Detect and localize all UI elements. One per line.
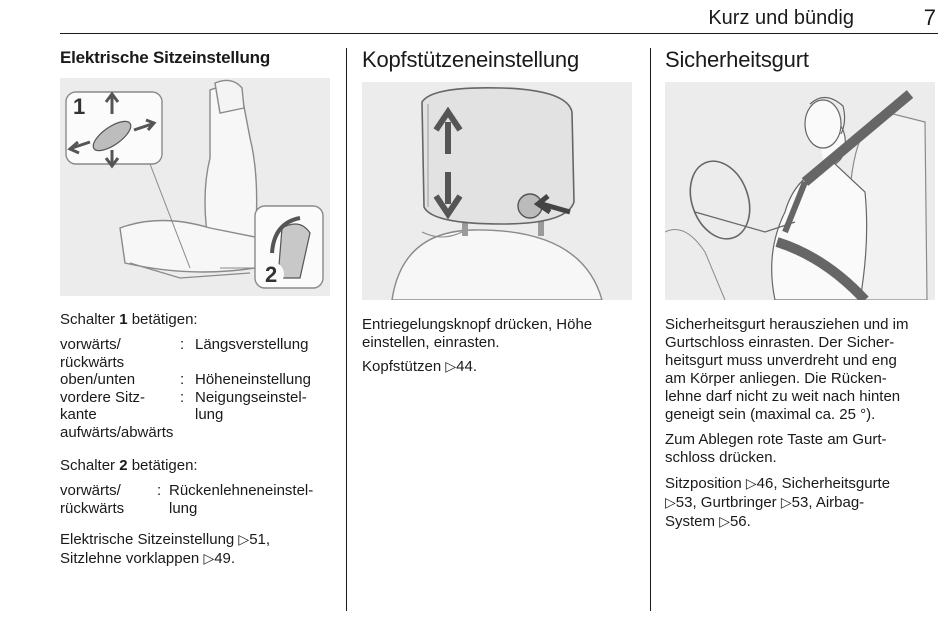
desc-height-adjust: Höheneinstellung <box>195 371 311 388</box>
page-ref-icon: ▷ <box>445 358 457 374</box>
switch-1-intro: Schalter 1 betätigen: <box>60 311 198 328</box>
seat-belt-illustration <box>665 82 935 300</box>
headrest-instructions: Entriegelungsknopf drücken, Höhe einstellen, einrasten. <box>362 316 593 351</box>
separator: : <box>180 336 185 353</box>
separator: : <box>157 482 162 499</box>
running-header-title: Kurz und bündig <box>708 7 854 29</box>
switch-1-number: 1 <box>119 311 128 328</box>
separator: : <box>180 388 185 406</box>
ref-belt-presenter[interactable]: , Gurtbringer ▷53 <box>692 494 809 511</box>
page-ref-icon: ▷ <box>780 494 792 510</box>
page-ref-icon: ▷ <box>203 550 215 566</box>
page-ref-icon: ▷ <box>665 494 676 510</box>
col1-references <box>60 530 270 568</box>
term-forward-backward: vorwärts/ rückwärts <box>60 482 125 517</box>
seat-drawing <box>60 78 330 296</box>
seat-illustration <box>60 78 330 296</box>
column-divider-2 <box>650 48 651 611</box>
separator: : <box>180 371 185 388</box>
header-divider <box>60 33 938 34</box>
term-front-edge: vordere Sitz- kante aufwärts/abwärts <box>60 388 174 441</box>
callout-2: 2 <box>265 262 278 287</box>
ref-airbag-system[interactable]: System ▷56. <box>665 513 751 530</box>
seat-belt-drawing <box>665 82 935 300</box>
switch-1-table <box>60 336 355 441</box>
switch-2-intro: Schalter 2 betätigen: <box>60 457 198 474</box>
ref-seat-belts[interactable]: , Sicherheitsgurte <box>773 475 891 492</box>
page-ref-icon: ▷ <box>745 475 757 491</box>
headrest-drawing <box>362 82 632 300</box>
desc-length-adjust: Längsverstellung <box>195 336 309 353</box>
page-ref-icon: ▷ <box>719 513 730 529</box>
page-number: 7 <box>923 5 936 30</box>
desc-tilt-adjust: Neigungseinstel- lung <box>195 388 307 423</box>
callout-1: 1 <box>73 94 86 119</box>
term-forward-backward: vorwärts/ rückwärts <box>60 336 125 371</box>
switch-2-table <box>60 482 339 517</box>
seat-belt-release-note: Zum Ablegen rote Taste am Gurt- schloss drücken. <box>665 431 887 466</box>
switch-2-number: 2 <box>119 457 128 474</box>
page-ref-icon: ▷ <box>238 531 250 547</box>
term-up-down: oben/unten <box>60 371 136 388</box>
section-heading: Elektrische Sitzeinstellung <box>60 48 270 67</box>
ref-seat-position[interactable]: Sitzposition ▷46 <box>665 475 774 492</box>
ref-airbag[interactable]: , Airbag- <box>808 494 865 511</box>
section-heading: Sicherheitsgurt <box>665 47 809 72</box>
headrest-illustration <box>362 82 632 300</box>
desc-backrest-adjust: Rückenlehneneinstel- lung <box>169 482 314 517</box>
ref-headrest[interactable]: Kopfstützen ▷44. <box>362 358 478 375</box>
section-heading: Kopfstützeneinstellung <box>362 47 579 72</box>
ref-fold-backrest[interactable]: Sitzlehne vorklappen ▷49. <box>60 550 236 567</box>
column-divider-1 <box>346 48 347 611</box>
ref-electric-seat[interactable]: Elektrische Sitzeinstellung ▷51, <box>60 531 271 548</box>
seat-belt-instructions: Sicherheitsgurt herausziehen und im Gurtschloss einrasten. Der Sicher- heitsgurt muss unverdreht und eng am Körper anliegen. Die Rücken- lehne darf nicht zu weit nach hinten geneigt sein (maximal ca. 25 °). <box>665 316 909 423</box>
col3-references: Sitzposition ▷46, Sicherheitsgurte ▷53, Gurtbringer ▷53, Airbag- System ▷56. <box>665 475 891 530</box>
